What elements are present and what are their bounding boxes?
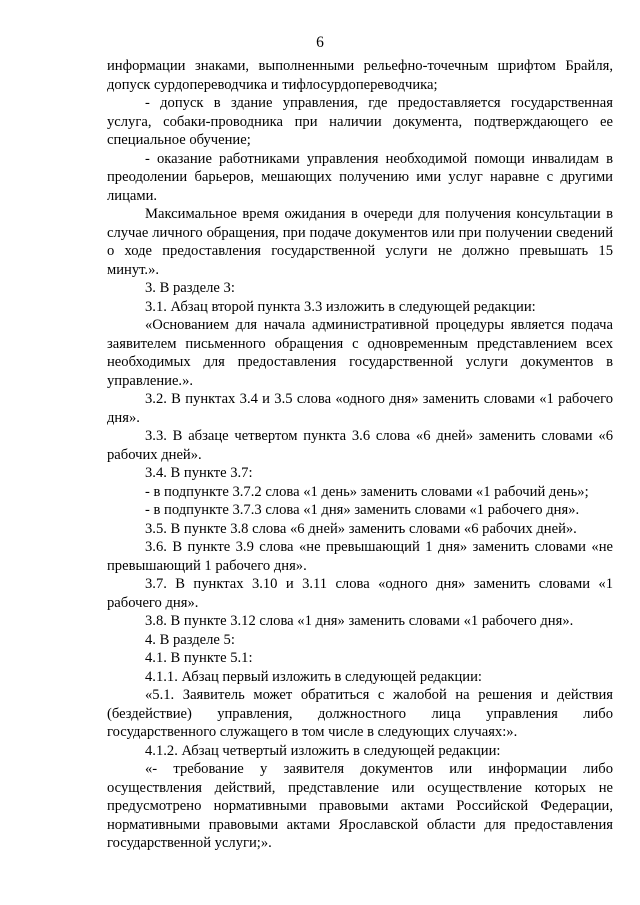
paragraph: 4. В разделе 5:: [145, 631, 235, 648]
paragraph: 3.8. В пункте 3.12 слова «1 дня» заменить словами «1 рабочего дня».: [145, 613, 574, 629]
paragraph: 3. В разделе 3:: [145, 280, 235, 296]
paragraph: 4.1.1. Абзац первый изложить в следующей редакции:: [145, 668, 482, 685]
paragraph: 4.1. В пункте 5.1:: [145, 650, 253, 666]
page-number: 6: [316, 34, 324, 51]
paragraph: 4.1.2. Абзац четвертый изложить в следующей редакции:: [145, 742, 501, 759]
paragraph: «- требование у заявителя документов или информации либо осуществления действий, представление или осуществление которых не предусмотрено нормативными правовыми актами Российской Федерации, нормативными правовыми актами Ярославской области для предоставления государственной услуги;».: [107, 761, 613, 851]
paragraph: Максимальное время ожидания в очереди для получения консультации в случае личного обращения, при подаче документов или при получении сведений о ходе предоставления государственной услуги не должно превышать 15 минут.».: [107, 206, 613, 278]
paragraph: 3.7. В пунктах 3.10 и 3.11 слова «одного дня» заменить словами «1 рабочего дня».: [107, 576, 613, 611]
document-body: [107, 57, 613, 853]
paragraph: - допуск в здание управления, где предоставляется государственная услуга, собаки-проводника при наличии документа, подтверждающего ее специальное обучение;: [107, 95, 613, 148]
paragraph: 3.3. В абзаце четвертом пункта 3.6 слова «6 дней» заменить словами «6 рабочих дней».: [107, 428, 613, 463]
paragraph: «Основанием для начала административной процедуры является подача заявителем письменного обращения с одновременным представлением всех необходимых для предоставления государственной услуги документов в управление.».: [107, 317, 613, 389]
paragraph: 3.5. В пункте 3.8 слова «6 дней» заменить словами «6 рабочих дней».: [145, 520, 577, 537]
paragraph: 3.4. В пункте 3.7:: [145, 465, 253, 481]
paragraph: - оказание работниками управления необходимой помощи инвалидам в преодолении барьеров, мешающих получению ими услуг наравне с другими лицами.: [107, 150, 613, 204]
paragraph: информации знаками, выполненными рельефно-точечным шрифтом Брайля, допуск сурдопереводчика и тифлосурдопереводчика;: [107, 58, 613, 93]
paragraph: 3.2. В пунктах 3.4 и 3.5 слова «одного дня» заменить словами «1 рабочего дня».: [107, 391, 613, 426]
paragraph: - в подпункте 3.7.2 слова «1 день» заменить словами «1 рабочий день»;: [145, 483, 589, 500]
paragraph: 3.1. Абзац второй пункта 3.3 изложить в следующей редакции:: [145, 298, 536, 315]
paragraph: «5.1. Заявитель может обратиться с жалобой на решения и действия (бездействие) управления, должностного лица управления либо государственного служащего в том числе в следующих случаях:».: [107, 687, 613, 740]
paragraph: - в подпункте 3.7.3 слова «1 дня» заменить словами «1 рабочего дня».: [145, 502, 580, 518]
paragraph: 3.6. В пункте 3.9 слова «не превышающий 1 дня» заменить словами «не превышающий 1 рабочего дня».: [107, 539, 613, 574]
